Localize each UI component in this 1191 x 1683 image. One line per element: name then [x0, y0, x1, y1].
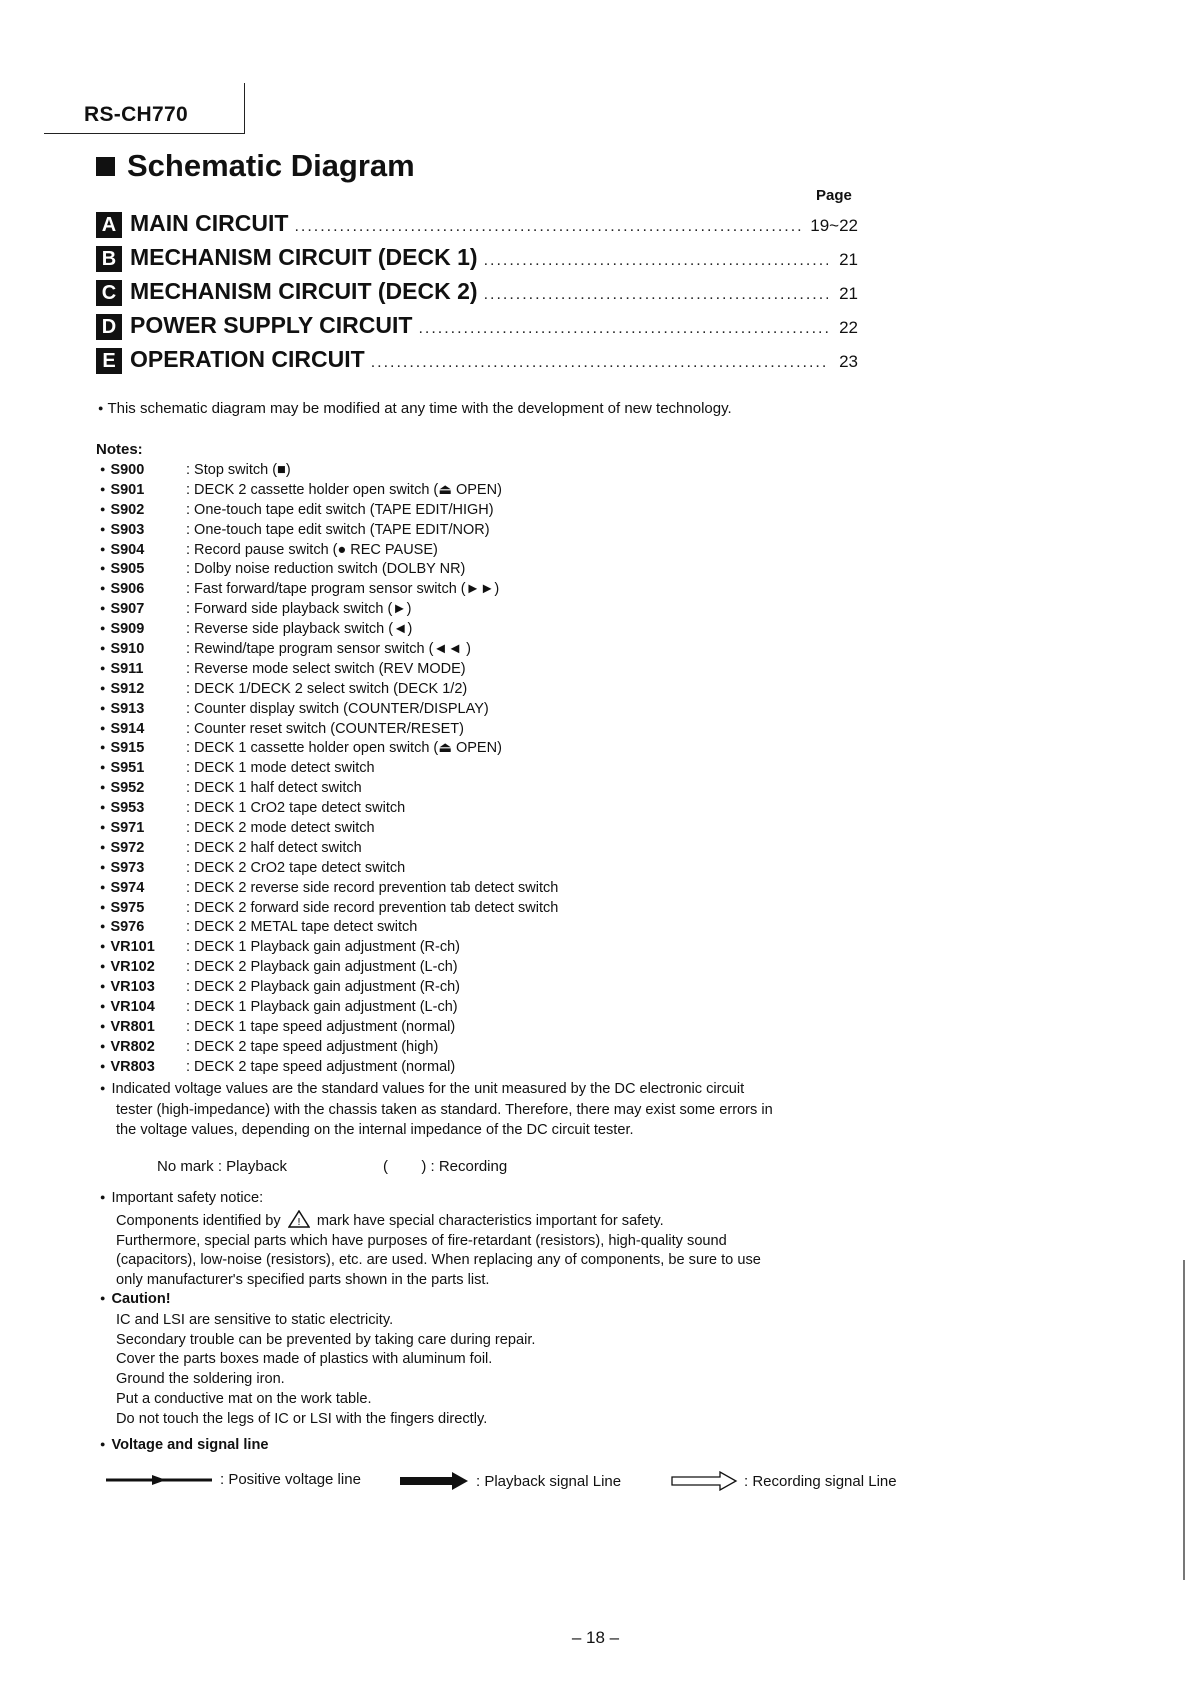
toc-entry-title: MECHANISM CIRCUIT (DECK 2) — [130, 278, 478, 304]
caution-line: IC and LSI are sensitive to static electricity. — [116, 1311, 394, 1328]
switch-code: ● S904 — [100, 542, 186, 558]
section-title — [96, 148, 415, 184]
switch-description: : DECK 1 cassette holder open switch (⏏ OPEN) — [186, 740, 502, 757]
positive-voltage-line-icon — [104, 1473, 214, 1487]
bracket-recording-label: ( ) : Recording — [383, 1158, 508, 1175]
switch-code: ● S971 — [100, 820, 186, 836]
switch-note-row — [100, 1057, 800, 1077]
legend-playback-label: : Playback signal Line — [476, 1472, 622, 1490]
caution-line: Put a conductive mat on the work table. — [116, 1390, 372, 1407]
switch-code: ● VR104 — [100, 999, 186, 1015]
toc-entry-e[interactable] — [96, 346, 858, 380]
caution-note — [100, 1290, 535, 1430]
toc-leader-dots — [371, 354, 828, 372]
safety-line: Furthermore, special parts which have purposes of fire-retardant (resistors), high-quality sound — [116, 1232, 727, 1249]
toc-entry-title: POWER SUPPLY CIRCUIT — [130, 312, 413, 338]
switch-description: : Fast forward/tape program sensor switch (►►) — [186, 581, 500, 598]
switch-description: : Reverse side playback switch (◄) — [186, 621, 413, 638]
switch-description: : Counter display switch (COUNTER/DISPLAY) — [186, 700, 489, 717]
switch-code: ● S975 — [100, 900, 186, 916]
section-title-text: Schematic Diagram — [127, 148, 415, 183]
caution-line: Ground the soldering iron. — [116, 1371, 285, 1388]
switch-description: : Rewind/tape program sensor switch (◄◄ ) — [186, 640, 471, 657]
switch-code: ● S910 — [100, 641, 186, 657]
safety-notice — [100, 1189, 761, 1291]
switch-code: ● S974 — [100, 880, 186, 896]
safety-line: only manufacturer's specified parts shown in the parts list. — [116, 1272, 490, 1289]
switch-description: : DECK 1 half detect switch — [186, 780, 362, 797]
toc-letter-badge: E — [96, 348, 122, 374]
square-bullet-icon — [96, 157, 115, 176]
switch-note-row — [100, 738, 800, 758]
switch-note-row — [100, 937, 800, 957]
switch-code: ● S907 — [100, 601, 186, 617]
switch-code: ● S972 — [100, 840, 186, 856]
switch-code: ● S905 — [100, 561, 186, 577]
switch-note-row — [100, 1037, 800, 1057]
switch-description: : One-touch tape edit switch (TAPE EDIT/NOR) — [186, 521, 490, 538]
intro-text: This schematic diagram may be modified at any time with the development of new technology. — [107, 400, 732, 417]
switch-note-row — [100, 540, 800, 560]
toc-letter-badge: A — [96, 212, 122, 238]
toc-entry-page: 21 — [839, 284, 858, 303]
switch-description: : DECK 2 METAL tape detect switch — [186, 919, 418, 936]
toc-letter-badge: C — [96, 280, 122, 306]
switch-list — [100, 460, 800, 1077]
switch-description: : Stop switch (■) — [186, 461, 291, 478]
switch-note-row — [100, 997, 800, 1017]
signal-legend-heading — [100, 1436, 268, 1457]
toc-entry-b[interactable] — [96, 244, 858, 278]
caution-line: Do not touch the legs of IC or LSI with the fingers directly. — [116, 1410, 488, 1427]
switch-code: ● S909 — [100, 621, 186, 637]
switch-description: : DECK 2 tape speed adjustment (normal) — [186, 1058, 456, 1075]
switch-note-row — [100, 559, 800, 579]
switch-note-row — [100, 758, 800, 778]
switch-note-row — [100, 977, 800, 997]
switch-note-row — [100, 639, 800, 659]
legend-positive-voltage — [104, 1471, 361, 1488]
toc-leader-dots — [484, 252, 828, 270]
switch-note-row — [100, 460, 800, 480]
switch-code: ● VR803 — [100, 1059, 186, 1075]
switch-code: ● VR802 — [100, 1039, 186, 1055]
safety-line-part-b: mark have special characteristics important for safety. — [316, 1212, 664, 1229]
switch-note-row — [100, 480, 800, 500]
switch-note-row — [100, 679, 800, 699]
switch-description: : DECK 2 mode detect switch — [186, 819, 375, 836]
recording-signal-arrow-icon — [670, 1471, 738, 1491]
toc-entry-d[interactable] — [96, 312, 858, 346]
page-number: – 18 – — [571, 1628, 620, 1647]
switch-description: : DECK 2 tape speed adjustment (high) — [186, 1038, 439, 1055]
switch-description: : Reverse mode select switch (REV MODE) — [186, 660, 466, 677]
switch-note-row — [100, 1017, 800, 1037]
toc-entry-page: 21 — [839, 250, 858, 269]
switch-code: ● S900 — [100, 462, 186, 478]
switch-note-row — [100, 898, 800, 918]
switch-note-row — [100, 500, 800, 520]
switch-description: : DECK 2 half detect switch — [186, 839, 362, 856]
switch-code: ● S906 — [100, 581, 186, 597]
notes-label: Notes: — [96, 441, 143, 458]
toc-entry-c[interactable] — [96, 278, 858, 312]
toc-letter-badge: D — [96, 314, 122, 340]
switch-code: ● S915 — [100, 740, 186, 756]
switch-description: : DECK 2 Playback gain adjustment (R-ch) — [186, 979, 460, 996]
switch-note-row — [100, 858, 800, 878]
switch-description: : DECK 1 Playback gain adjustment (R-ch) — [186, 939, 460, 956]
switch-code: ● VR103 — [100, 979, 186, 995]
warning-triangle-icon — [288, 1210, 310, 1228]
scan-edge-artifact — [1183, 1260, 1185, 1580]
toc-leader-dots — [418, 320, 828, 338]
safety-heading: ● Important safety notice: — [100, 1189, 761, 1210]
toc-leader-dots — [294, 218, 804, 236]
no-mark-label: No mark : Playback — [157, 1158, 288, 1175]
switch-code: ● S976 — [100, 919, 186, 935]
switch-note-row — [100, 699, 800, 719]
switch-description: : DECK 2 cassette holder open switch (⏏ OPEN) — [186, 481, 502, 498]
switch-description: : DECK 2 CrO2 tape detect switch — [186, 859, 406, 876]
switch-code: ● VR101 — [100, 939, 186, 955]
switch-code: ● S953 — [100, 800, 186, 816]
switch-note-row — [100, 520, 800, 540]
voltage-note-line: ● Indicated voltage values are the standard values for the unit measured by the DC electronic circuit — [100, 1080, 773, 1101]
safety-line: (capacitors), low-noise (resistors), etc. are used. When replacing any of components, be sure to use — [116, 1252, 761, 1269]
switch-description: : Forward side playback switch (►) — [186, 601, 412, 618]
switch-code: ● S901 — [100, 482, 186, 498]
switch-description: : DECK 1/DECK 2 select switch (DECK 1/2) — [186, 680, 468, 697]
switch-note-row — [100, 579, 800, 599]
safety-line-part-a: Components identified by — [116, 1212, 281, 1229]
toc-entry-page: 23 — [839, 352, 858, 371]
switch-note-row — [100, 719, 800, 739]
switch-description: : One-touch tape edit switch (TAPE EDIT/HIGH) — [186, 501, 494, 518]
intro-note — [98, 400, 732, 417]
legend-positive-label: : Positive voltage line — [220, 1471, 361, 1488]
switch-description: : DECK 1 tape speed adjustment (normal) — [186, 1018, 456, 1035]
toc-letter-badge: B — [96, 246, 122, 272]
switch-code: ● S973 — [100, 860, 186, 876]
switch-code: ● S902 — [100, 502, 186, 518]
bullet-icon: ● — [98, 403, 104, 413]
switch-note-row — [100, 778, 800, 798]
toc-leader-dots — [484, 286, 828, 304]
playback-signal-arrow-icon — [398, 1471, 470, 1491]
switch-note-row — [100, 659, 800, 679]
switch-description: : DECK 2 reverse side record prevention tab detect switch — [186, 879, 559, 896]
toc-entry-title: MECHANISM CIRCUIT (DECK 1) — [130, 244, 478, 270]
toc-entry-a[interactable] — [96, 210, 858, 244]
switch-note-row — [100, 599, 800, 619]
switch-code: ● S951 — [100, 760, 186, 776]
signal-legend-title: ● Voltage and signal line — [100, 1436, 268, 1457]
switch-description: : DECK 1 CrO2 tape detect switch — [186, 800, 406, 817]
voltage-mark-legend — [157, 1158, 507, 1175]
caution-heading: ● Caution! — [100, 1290, 535, 1311]
switch-note-row — [100, 619, 800, 639]
switch-code: ● VR102 — [100, 959, 186, 975]
switch-description: : DECK 2 forward side record prevention tab detect switch — [186, 899, 559, 916]
switch-code: ● S911 — [100, 661, 186, 677]
switch-note-row — [100, 798, 800, 818]
switch-description: : Counter reset switch (COUNTER/RESET) — [186, 720, 464, 737]
switch-note-row — [100, 917, 800, 937]
legend-recording-label: : Recording signal Line — [744, 1472, 897, 1490]
model-header-box — [44, 83, 245, 134]
switch-note-row — [100, 838, 800, 858]
switch-description: : DECK 2 Playback gain adjustment (L-ch) — [186, 959, 458, 976]
voltage-note — [100, 1080, 773, 1140]
switch-code: ● S914 — [100, 721, 186, 737]
switch-note-row — [100, 878, 800, 898]
toc — [96, 210, 858, 380]
toc-entry-title: MAIN CIRCUIT — [130, 210, 289, 236]
switch-description: : DECK 1 mode detect switch — [186, 760, 375, 777]
voltage-note-line: tester (high-impedance) with the chassis taken as standard. Therefore, there may exist some errors in — [116, 1101, 773, 1118]
switch-note-row — [100, 818, 800, 838]
switch-description: : Dolby noise reduction switch (DOLBY NR) — [186, 561, 466, 578]
switch-code: ● S903 — [100, 522, 186, 538]
legend-playback-signal — [398, 1471, 621, 1491]
switch-description: : Record pause switch (● REC PAUSE) — [186, 541, 438, 558]
safety-line — [100, 1210, 761, 1232]
legend-recording-signal — [670, 1471, 897, 1491]
switch-code: ● S912 — [100, 681, 186, 697]
toc-entry-page: 19~22 — [810, 216, 858, 235]
caution-line: Secondary trouble can be prevented by taking care during repair. — [116, 1331, 536, 1348]
switch-code: ● S913 — [100, 701, 186, 717]
switch-code: ● VR801 — [100, 1019, 186, 1035]
switch-code: ● S952 — [100, 780, 186, 796]
signal-legend — [104, 1471, 924, 1495]
switch-note-row — [100, 957, 800, 977]
caution-line: Cover the parts boxes made of plastics with aluminum foil. — [116, 1351, 493, 1368]
model-number: RS-CH770 — [84, 103, 188, 126]
switch-description: : DECK 1 Playback gain adjustment (L-ch) — [186, 998, 458, 1015]
toc-entry-page: 22 — [839, 318, 858, 337]
svg-text:!: ! — [296, 1216, 301, 1228]
toc-entry-title: OPERATION CIRCUIT — [130, 346, 365, 372]
toc-page-heading: Page — [816, 187, 852, 204]
voltage-note-line: the voltage values, depending on the internal impedance of the DC circuit tester. — [116, 1121, 634, 1138]
